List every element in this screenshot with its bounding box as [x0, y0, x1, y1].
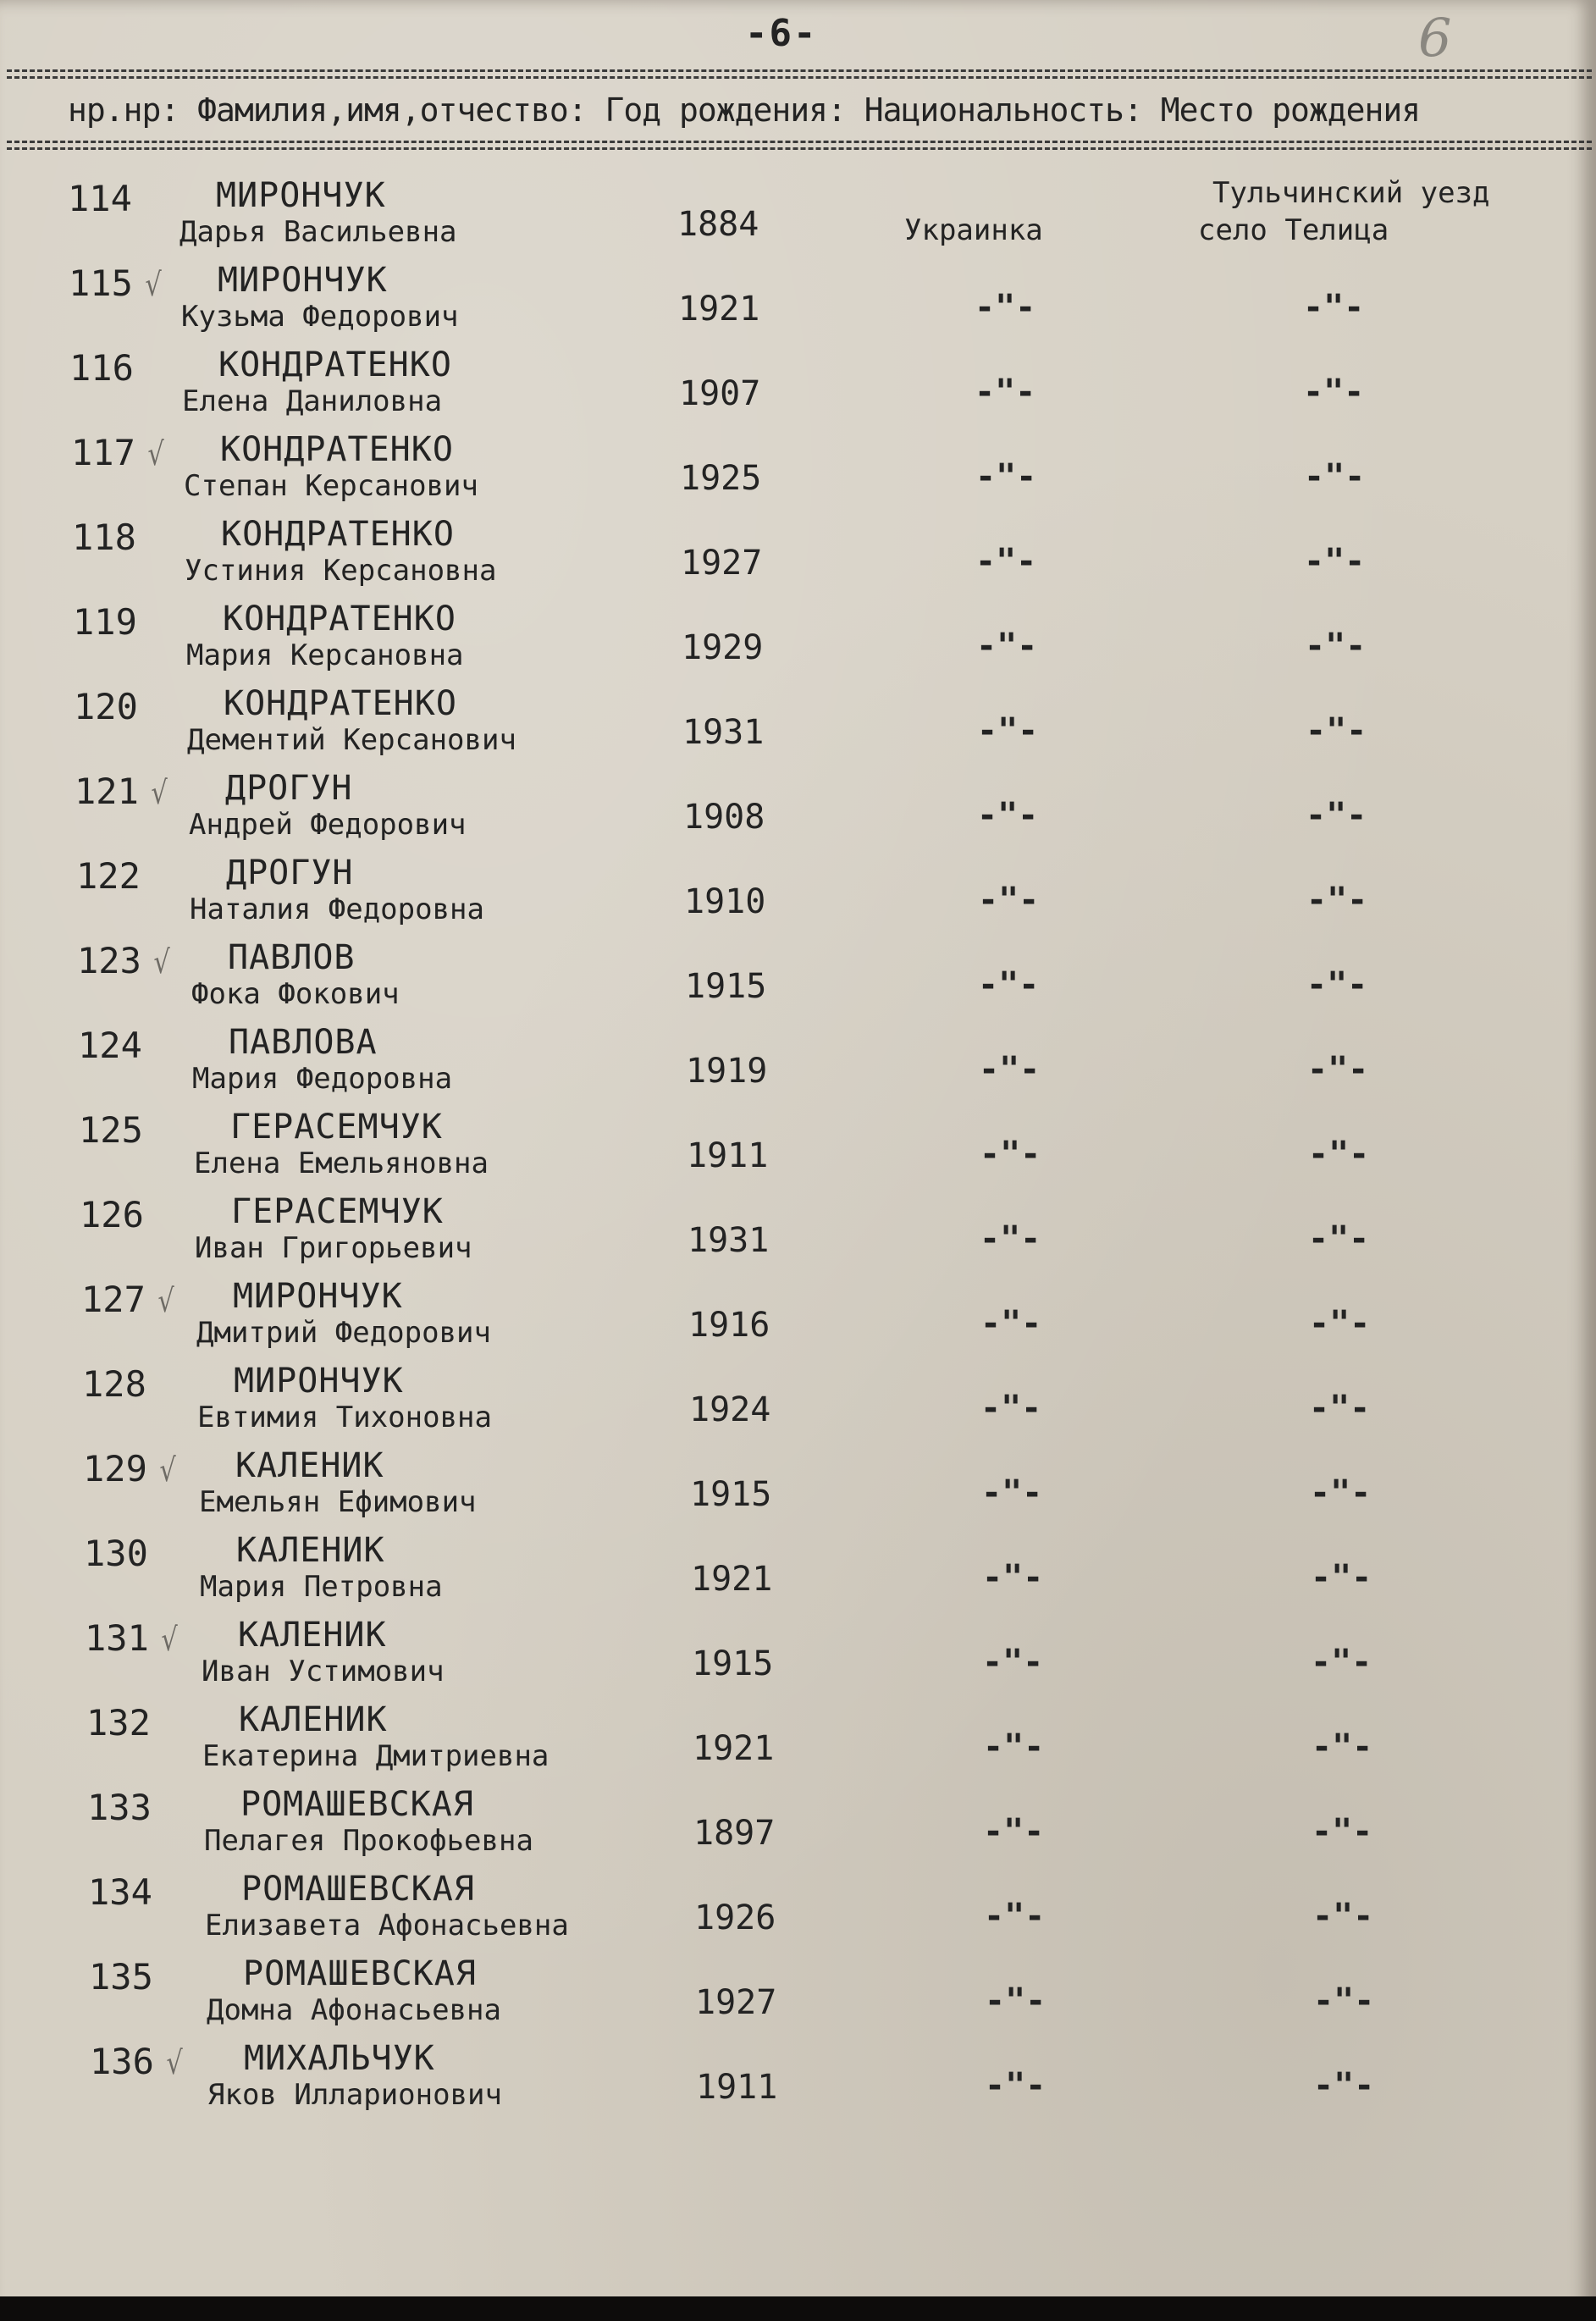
check-mark: √: [157, 1282, 174, 1319]
nationality-ditto: -"-: [979, 1050, 1041, 1089]
entry-number: 119: [73, 601, 137, 643]
nationality-ditto: -"-: [983, 1727, 1045, 1766]
given-name: Мария Федоровна: [192, 1062, 453, 1096]
entry-number: 122: [76, 855, 141, 897]
birth-year: 1919: [686, 1052, 768, 1091]
surname: РОМАШЕВСКАЯ: [240, 1785, 474, 1824]
nationality-ditto: -"-: [980, 1219, 1041, 1258]
birthplace-ditto: -"-: [1311, 1643, 1372, 1682]
birth-year: 1925: [680, 459, 762, 498]
birth-year: 1915: [685, 967, 767, 1006]
given-name: Мария Петровна: [200, 1570, 443, 1604]
surname: МИРОНЧУК: [216, 176, 386, 215]
surname: ПАВЛОВА: [229, 1023, 378, 1062]
nationality-ditto: -"-: [980, 1304, 1042, 1343]
surname: МИРОНЧУК: [218, 261, 388, 300]
surname: КОНДРАТЕНКО: [218, 345, 452, 384]
birthplace-ditto: -"-: [1303, 373, 1365, 412]
header-bottom-rule: [7, 141, 1592, 143]
birth-year: 1921: [693, 1729, 775, 1768]
handwritten-page-mark: 6: [1418, 7, 1452, 69]
given-name: Емельян Ефимович: [199, 1485, 477, 1519]
nationality: Украинка: [904, 213, 1043, 247]
birthplace-ditto: -"-: [1306, 796, 1367, 835]
surname: РОМАШЕВСКАЯ: [241, 1870, 475, 1909]
birth-year: 1921: [678, 290, 760, 329]
given-name: Иван Григорьевич: [195, 1231, 472, 1265]
nationality-ditto: -"-: [977, 796, 1039, 835]
birth-year: 1897: [693, 1814, 776, 1853]
given-name: Елена Даниловна: [182, 384, 443, 418]
nationality-ditto: -"-: [978, 965, 1040, 1004]
birth-year: 1924: [689, 1390, 771, 1429]
entry-number: 128: [82, 1363, 146, 1405]
surname: КАЛЕНИК: [239, 1700, 388, 1739]
birth-year: 1929: [682, 628, 764, 667]
given-name: Иван Устимович: [202, 1655, 445, 1688]
surname: КОНДРАТЕНКО: [224, 684, 457, 723]
nationality-ditto: -"-: [975, 288, 1036, 327]
birthplace-ditto: -"-: [1312, 1812, 1373, 1851]
birthplace-ditto: -"-: [1313, 1981, 1375, 2020]
check-mark: √: [159, 1451, 176, 1489]
given-name: Дементий Керсанович: [187, 723, 516, 757]
given-name: Дарья Васильевна: [179, 215, 457, 249]
birthplace-ditto: -"-: [1308, 1135, 1370, 1174]
surname: ПАВЛОВ: [228, 938, 356, 977]
entry-number: 121: [75, 771, 139, 812]
birth-year: 1915: [690, 1475, 772, 1514]
nationality-ditto: -"-: [982, 1558, 1044, 1597]
birthplace-ditto: -"-: [1304, 542, 1366, 581]
birth-year: 1908: [683, 798, 765, 837]
birth-year: 1911: [696, 2068, 778, 2107]
birthplace-ditto: -"-: [1305, 627, 1367, 666]
given-name: Фока Фокович: [191, 977, 400, 1011]
birthplace-ditto: -"-: [1309, 1389, 1371, 1428]
given-name: Степан Керсанович: [184, 469, 478, 503]
surname: КОНДРАТЕНКО: [223, 600, 456, 638]
surname: КОНДРАТЕНКО: [220, 430, 454, 469]
surname: ГЕРАСЕМЧУК: [230, 1108, 443, 1147]
nationality-ditto: -"-: [985, 2066, 1047, 2105]
given-name: Елизавета Афонасьевна: [205, 1909, 569, 1942]
entry-number: 132: [86, 1702, 151, 1744]
birthplace-ditto: -"-: [1303, 288, 1365, 327]
birthplace-ditto: -"-: [1304, 457, 1366, 496]
surname: РОМАШЕВСКАЯ: [243, 1954, 477, 1993]
birth-year: 1927: [681, 544, 763, 583]
entry-number: 115: [69, 262, 133, 304]
birth-year: 1915: [692, 1644, 774, 1683]
entry-number: 126: [80, 1194, 144, 1235]
nationality-ditto: -"-: [977, 711, 1039, 750]
birthplace-ditto: -"-: [1307, 1050, 1369, 1089]
birthplace-ditto: -"-: [1309, 1304, 1371, 1343]
surname: КАЛЕНИК: [235, 1446, 384, 1485]
check-mark: √: [153, 943, 170, 981]
given-name: Яков Илларионович: [207, 2078, 502, 2112]
given-name: Мария Керсановна: [186, 638, 464, 672]
birthplace-ditto: -"-: [1306, 711, 1367, 750]
nationality-ditto: -"-: [984, 1897, 1046, 1936]
surname: МИРОНЧУК: [233, 1277, 403, 1316]
birthplace-ditto: -"-: [1306, 881, 1368, 920]
surname: КАЛЕНИК: [238, 1616, 387, 1655]
given-name: Наталия Федоровна: [190, 892, 484, 926]
entry-number: 131: [85, 1617, 149, 1659]
surname: КОНДРАТЕНКО: [221, 515, 455, 554]
page-bottom-edge: [0, 2296, 1596, 2321]
given-name: Евтимия Тихоновна: [197, 1401, 492, 1434]
surname: МИХАЛЬЧУК: [244, 2039, 435, 2078]
check-mark: √: [147, 435, 164, 472]
check-mark: √: [166, 2044, 183, 2081]
entry-number: 127: [81, 1279, 146, 1320]
entry-number: 120: [74, 686, 138, 727]
birth-year: 1911: [687, 1136, 769, 1175]
birthplace-ditto: -"-: [1312, 1727, 1373, 1766]
birthplace-ditto: -"-: [1306, 965, 1368, 1004]
entry-number: 136: [90, 2041, 154, 2082]
birth-year: 1884: [677, 205, 759, 244]
nationality-ditto: -"-: [981, 1473, 1043, 1512]
nationality-ditto: -"-: [983, 1812, 1045, 1851]
given-name: Дмитрий Федорович: [196, 1316, 491, 1350]
check-mark: √: [161, 1621, 178, 1658]
birth-year: 1910: [684, 882, 766, 921]
entry-number: 117: [71, 432, 135, 473]
birthplace-ditto: -"-: [1311, 1558, 1372, 1597]
nationality-ditto: -"-: [982, 1643, 1044, 1682]
header-top-rule: [7, 69, 1592, 72]
birth-year: 1931: [688, 1221, 770, 1260]
page-number: -6-: [745, 12, 818, 55]
birth-year: 1931: [682, 713, 765, 752]
entry-number: 116: [69, 347, 134, 389]
entry-number: 124: [78, 1025, 142, 1066]
nationality-ditto: -"-: [975, 457, 1037, 496]
birth-year: 1907: [679, 374, 761, 413]
birth-year: 1916: [688, 1306, 770, 1345]
surname: ДРОГУН: [225, 769, 353, 808]
birthplace-line2: село Телица: [1198, 213, 1389, 247]
surname: ДРОГУН: [226, 854, 354, 892]
nationality-ditto: -"-: [976, 627, 1038, 666]
given-name: Устиния Керсановна: [185, 554, 497, 588]
nationality-ditto: -"-: [975, 373, 1036, 412]
given-name: Кузьма Федорович: [181, 300, 459, 334]
birthplace-ditto: -"-: [1308, 1219, 1370, 1258]
given-name: Елена Емельяновна: [194, 1147, 489, 1180]
birthplace-line1: Тульчинский уезд: [1212, 176, 1490, 210]
entry-number: 135: [89, 1956, 153, 1998]
nationality-ditto: -"-: [985, 1981, 1047, 2020]
given-name: Домна Афонасьевна: [207, 1993, 501, 2027]
column-header: нр.нр: Фамилия,имя,отчество: Год рождения: Национальность: Место рождения: [68, 91, 1421, 129]
given-name: Пелагея Прокофьевна: [204, 1824, 533, 1858]
nationality-ditto: -"-: [980, 1135, 1041, 1174]
birthplace-ditto: -"-: [1313, 2066, 1375, 2105]
entry-number: 123: [77, 940, 141, 981]
nationality-ditto: -"-: [975, 542, 1037, 581]
entry-number: 118: [72, 517, 136, 558]
nationality-ditto: -"-: [980, 1389, 1042, 1428]
entry-number: 134: [88, 1871, 152, 1913]
birthplace-ditto: -"-: [1312, 1897, 1374, 1936]
entry-number: 133: [87, 1787, 152, 1828]
surname: КАЛЕНИК: [236, 1531, 385, 1570]
birth-year: 1926: [694, 1898, 776, 1937]
given-name: Андрей Федорович: [189, 808, 467, 842]
check-mark: √: [151, 774, 168, 811]
birth-year: 1921: [691, 1560, 773, 1599]
entry-number: 125: [79, 1109, 143, 1151]
birthplace-ditto: -"-: [1310, 1473, 1372, 1512]
entry-number: 130: [84, 1533, 148, 1574]
entry-number: 114: [68, 178, 132, 219]
birth-year: 1927: [695, 1983, 777, 2022]
entry-number: 129: [83, 1448, 147, 1489]
given-name: Екатерина Дмитриевна: [202, 1739, 549, 1773]
surname: ГЕРАСЕМЧУК: [231, 1192, 444, 1231]
check-mark: √: [145, 266, 162, 303]
nationality-ditto: -"-: [978, 881, 1040, 920]
surname: МИРОНЧУК: [234, 1362, 404, 1401]
